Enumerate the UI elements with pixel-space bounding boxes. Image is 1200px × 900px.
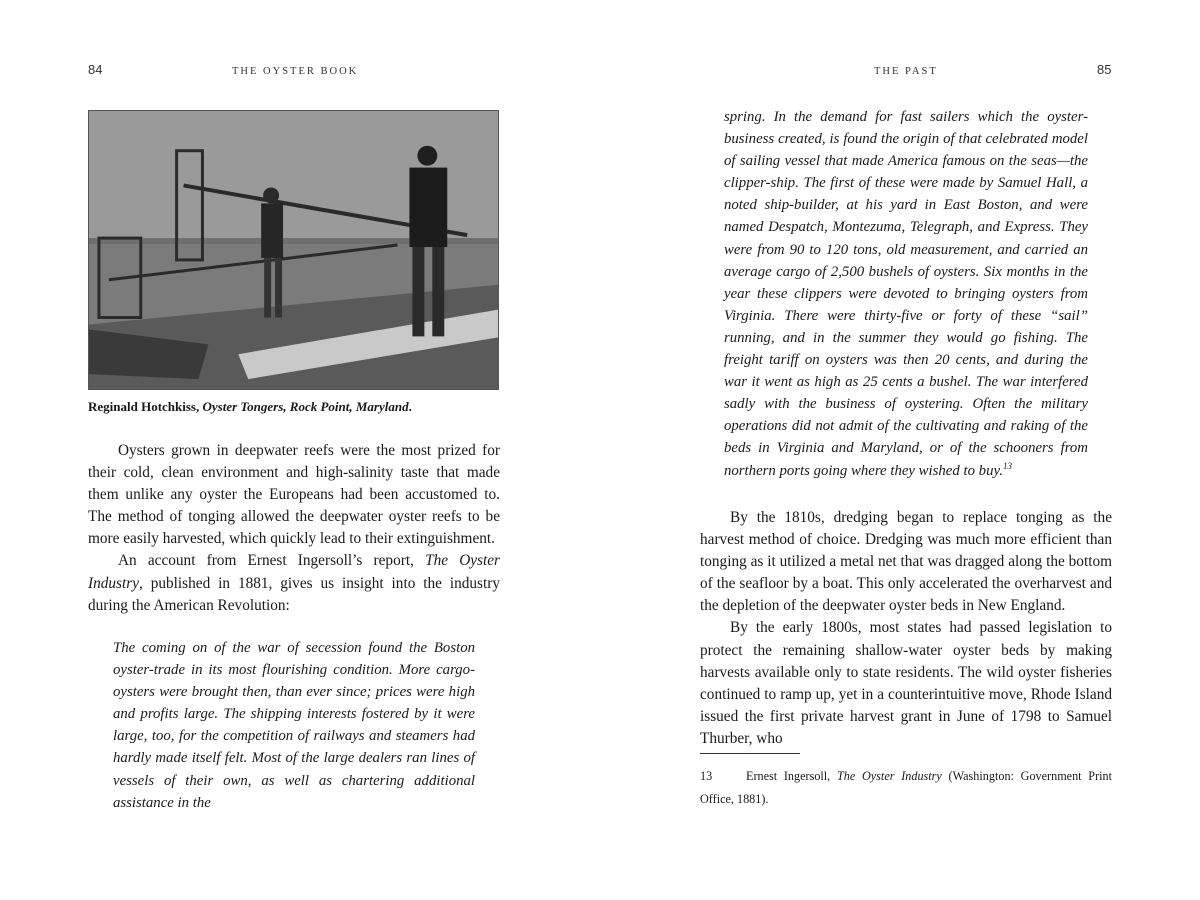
caption-end: . bbox=[408, 399, 412, 414]
photo-man-right-leg2 bbox=[432, 247, 444, 336]
caption-author: Reginald Hotchkiss, bbox=[88, 399, 203, 414]
block-quote-body: spring. In the demand for fast sailers which the oyster-business created, is found the origin of that celebrated model of sailing vessel that made America famous on the seas—the clipper-ship. The first of these were made by Samuel Hall, a noted ship-builder, at his yard in East Boston, and were named Despatch, Montezuma, Telegraph, and Express. They were from 90 to 120 tons, old measurement, and carried an average cargo of 2,500 bushels of oysters. Six months in the year these clippers were devoted to bringing oysters from Virginia. There were thirty-five or forty of these “sail” running, and in the summer they would go fishing. The freight tariff on oysters was then 20 cents, and during the war it went as high as 25 cents a bushel. The war interfered sadly with the business of oystering. Often the military operations did not admit of the cultivating and raking of the beds in Virginia and Maryland, or of the schooners from northern ports going where they wished to buy. bbox=[724, 109, 1088, 479]
photo-man-right-body bbox=[409, 168, 447, 247]
para2-after: , published in 1881, gives us insight into the industry during the American Revolution: bbox=[88, 574, 500, 614]
running-head: THE PAST bbox=[874, 66, 938, 77]
photograph-oyster-tongers bbox=[88, 110, 499, 390]
photo-man-left-head bbox=[263, 187, 279, 203]
paragraph: By the early 1800s, most states had passed legislation to protect the remaining shallow-water oyster beds by making harvests available only to state residents. The wild oyster fisheries continued to ramp up, yet in a counterintuitive move, Rhode Island issued the first private harvest grant in June of 1798 to Samuel Thurber, who bbox=[700, 619, 1112, 747]
photo-man-right-leg bbox=[412, 247, 424, 336]
block-quote-text: The coming on of the war of secession found the Boston oyster-trade in its most flourishing condition. More cargo-oysters were brought then, than ever since; prices were high and profits large. The shipping interests fostered by it were large, too, for the competition of railways and steamers had hardly made itself felt. Most of the large dealers ran lines of vessels of their own, as well as chartering additional assistance in the bbox=[113, 640, 475, 811]
running-head: THE OYSTER BOOK bbox=[232, 66, 359, 77]
photo-illustration bbox=[89, 111, 498, 389]
footnote bbox=[700, 765, 1112, 811]
page-number: 84 bbox=[88, 62, 103, 77]
paragraph-ingersoll bbox=[88, 550, 500, 616]
right-body-text bbox=[700, 507, 1112, 750]
footnote-before: Ernest Ingersoll, bbox=[746, 769, 837, 783]
footnote-after: (Washington: Government Print Office, 1881). bbox=[700, 769, 1112, 806]
left-block-quote bbox=[113, 637, 475, 814]
footnote-rule bbox=[700, 753, 800, 754]
footnote-number: 13 bbox=[700, 769, 713, 783]
para2-title: The Oyster Industry bbox=[88, 552, 500, 592]
paragraph: Oysters grown in deepwater reefs were the most prized for their cold, clean environment and high-salinity taste that made them unlike any oyster the Europeans had been accustomed to. The method of tonging allowed the deepwater oyster reefs to be more easily harvested, which quickly lead to their extinguishment. bbox=[88, 442, 500, 548]
caption-title: Oyster Tongers, Rock Point, Maryland bbox=[202, 399, 409, 414]
footnote-ref: 13 bbox=[1002, 460, 1012, 471]
page-number: 85 bbox=[1097, 62, 1112, 77]
block-quote-text bbox=[724, 106, 1088, 482]
photo-man-left-leg2 bbox=[275, 258, 282, 318]
right-block-quote bbox=[724, 106, 1088, 482]
para2-before: An account from Ernest Ingersoll’s report, bbox=[118, 552, 426, 570]
photo-man-left-body bbox=[261, 203, 283, 258]
photo-caption bbox=[88, 398, 508, 416]
paragraph: By the 1810s, dredging began to replace tonging as the harvest method of choice. Dredging was much more efficient than tonging as it utilized a metal net that was dragged along the bottom of the seafloor by a boat. This only accelerated the overharvest and the depletion of the deepwater oyster beds in New England. bbox=[700, 509, 1112, 615]
footnote-title: The Oyster Industry bbox=[836, 769, 942, 783]
left-body-text bbox=[88, 440, 500, 617]
photo-man-left-leg bbox=[264, 258, 271, 318]
photo-man-right-head bbox=[417, 146, 437, 166]
